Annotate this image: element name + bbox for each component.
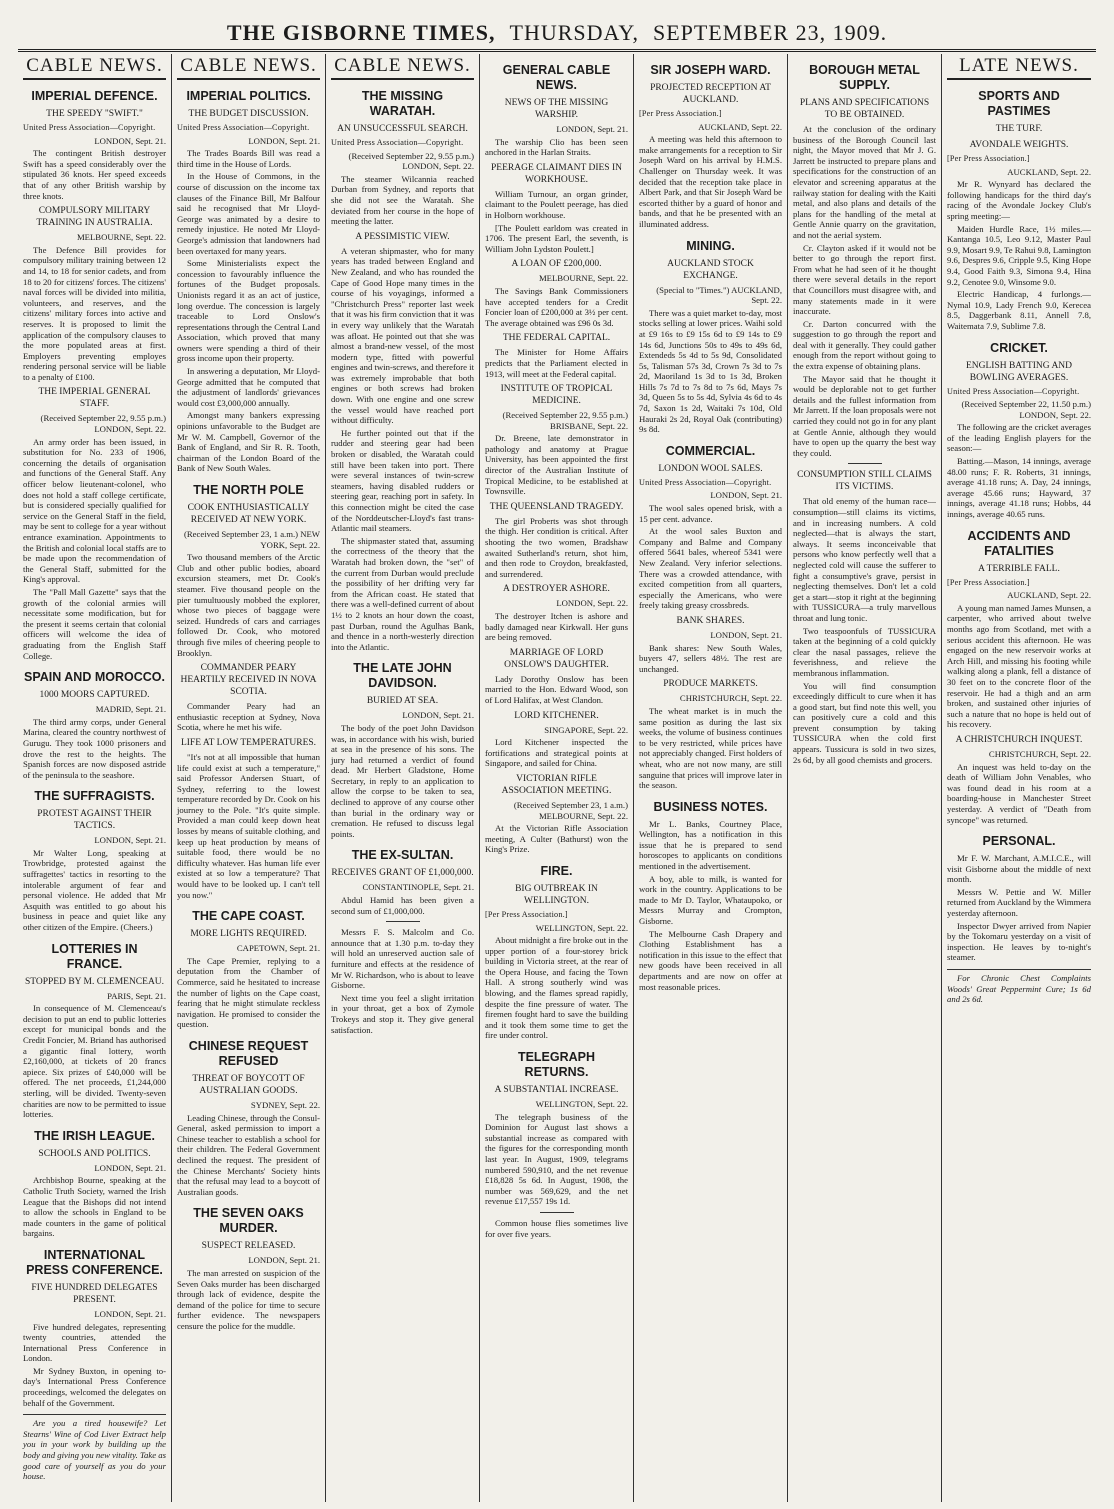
article-paragraph: He further pointed out that if the rudder and steering gear had been broken or disabled, the Waratah could still have been taken into port. There were several instances of twin-screw steamers, having disabled rudders or steering gear, reaching port in safety. In this connection might be cited the case of the Norddeutscher-Lloyd's fast trans-Atlantic mail steamers.	[331, 427, 474, 534]
article-subhead: SCHOOLS AND POLITICS.	[38, 1148, 151, 1159]
article-subhead: RECEIVES GRANT OF £1,000,000.	[331, 868, 474, 879]
article-paragraph: Batting.—Mason, 14 innings, average 48.00 runs; F. R. Roberts, 31 innings, average 41.18 runs; A. Day, 24 innings, average 45.66 runs; Hayward, 37 innings, average 41.18 runs; Hobbs, 44 innings, average 40.65 runs.	[947, 456, 1091, 520]
article-title: COMMERCIAL.	[665, 443, 756, 458]
column-6	[788, 54, 942, 1502]
dateline: AUCKLAND, Sept. 22.	[1007, 590, 1091, 601]
article-subhead: MORE LIGHTS REQUIRED.	[190, 929, 307, 940]
article-paragraph: At the wool sales Buxton and Company and Balme and Company offered 5641 bales, whereof 5341 were New Zealand. Very inferior selections. There was a crowded attendance, with excited competition from all quarters, especially the Americans, who were freely taking greasy crossbreds.	[639, 526, 782, 611]
article-title: THE MISSING WARATAH.	[361, 89, 444, 118]
article-title: BUSINESS NOTES.	[653, 799, 768, 814]
article-paragraph: A boy, able to milk, is wanted for work in the country. Applications to be made to Mr D. Taylor, Whataupoko, or Messrs Murray and Crompton, Gisborne.	[639, 873, 782, 927]
article-subhead: FIVE HUNDRED DELEGATES PRESENT.	[31, 1282, 158, 1305]
article-subhead: CONSUMPTION STILL CLAIMS ITS VICTIMS.	[797, 470, 932, 493]
article-subhead: A SUBSTANTIAL INCREASE.	[494, 1085, 619, 1096]
column-1	[18, 54, 172, 1502]
dateline: LONDON, Sept. 21.	[248, 1255, 320, 1266]
wire-source: [Per Press Association.]	[485, 909, 568, 919]
dateline: (Special to "Times.") AUCKLAND, Sept. 22.	[656, 284, 782, 306]
dateline: CAPETOWN, Sept. 21.	[236, 943, 320, 954]
dateline: LONDON, Sept. 21.	[248, 135, 320, 146]
dateline: LONDON, Sept. 22.	[556, 598, 628, 609]
article-paragraph: William Turnour, an organ grinder, claimant to the Poulett peerage, has died in Holborn workhouse.	[485, 188, 628, 220]
article-title: BOROUGH METAL SUPPLY.	[809, 63, 920, 92]
article-subhead: A TERRIBLE FALL.	[978, 563, 1060, 574]
article-paragraph: In the House of Commons, in the course of discussion on the income tax clauses of the Finance Bill, Mr Balfour said he recognised that Mr Lloyd-George was animated by a desire to remedy injustice. He noted Mr Lloyd-George's admission that landowners had been overtaxed for many years.	[177, 171, 320, 256]
article-paragraph: Mr Sydney Buxton, in opening to-day's International Press Conference proceedings, welcomed the delegates on behalf of the Government.	[23, 1365, 166, 1408]
divider	[848, 463, 882, 464]
article-paragraph: Cr. Clayton asked if it would not be better to go through the report first. From what he had seen of it he thought there were several details in the report that Councillors must disagree with, and many statements made in it were inaccurate.	[793, 242, 936, 317]
article-paragraph: The telegraph business of the Dominion for August last shows a substantial increase as compared with the figures for the corresponding month last year. In August, 1909, telegrams numbered 590,910, and the net revenue £18,828 5s 6d. In August, 1908, the number was 569,629, and the net revenue £17,557 19s 1d.	[485, 1111, 628, 1207]
article-paragraph: Amongst many bankers expressing opinions unfavorable to the Budget are Mr W. M. Campbell, Governor of the Bank of England, and Sir R. R. Tooth, chairman of the London Board of the Bank of New South Wales.	[177, 410, 320, 474]
article-subhead: COMPULSORY MILITARY TRAINING IN AUSTRALIA.	[36, 206, 153, 229]
article-subhead: SUSPECT RELEASED.	[201, 1241, 296, 1252]
article-title: GENERAL CABLE NEWS.	[502, 63, 611, 92]
article-title: SPORTS AND PASTIMES	[978, 89, 1060, 118]
article-subhead: BANK SHARES.	[676, 615, 745, 626]
paper-name: THE GISBORNE TIMES,	[226, 20, 496, 45]
article-paragraph: The destroyer Itchen is ashore and badly damaged near Kirkwall. Her guns are being removed.	[485, 611, 628, 643]
page-columns	[18, 54, 1096, 1502]
article-paragraph: The Defence Bill provides for compulsory military training between 12 and 14, to 18 for senior cadets, and from 18 to 20 for citizens' forces. The citizens' naval forces will be divided into militia, volunteers, and reserves, and the citizens' military forces into active and reserves. It is proposed to limit the application of the compulsory clauses to the more populated areas at first. Employers preventing employes rendering personal service will be liable to a penalty of £100.	[23, 244, 166, 382]
article-paragraph: You will find consumption exceedingly difficult to cure when it has a good start, but find note this well, you can positively cure a cold and this prevent consumption by taking TUSSICURA when the cold first appears. Tussicura is sold in two sizes, 2s 6d, by all good chemists and grocers.	[793, 680, 936, 765]
article-subhead: A CHRISTCHURCH INQUEST.	[955, 734, 1083, 745]
masthead	[18, 6, 1096, 52]
article-subhead: THE FEDERAL CAPITAL.	[502, 333, 611, 344]
article-title: THE NORTH POLE	[193, 483, 304, 497]
article-subhead: INSTITUTE OF TROPICAL MEDICINE.	[500, 384, 613, 407]
article-paragraph: Messrs W. Pettie and W. Miller returned from Auckland by the Wimmera yesterday afternoon.	[947, 886, 1091, 919]
dateline: (Received September 22, 11.50 p.m.) LONDON, Sept. 22.	[961, 399, 1091, 420]
article-paragraph: Maiden Hurdle Race, 1½ miles.—Kantanga 10.5, Leo 9.12, Master Paul 9.9, Mosart 9.9, Te Rahui 9.8, Lamington 9.6, Despres 9.6, Cripple 9.5, King Hope 9.4, Good Faith 9.3, Simona 9.4, Hina 9.2, Cenotee 9.0, Winsome 9.0.	[947, 223, 1092, 287]
article-title: TELEGRAPH RETURNS.	[517, 1050, 596, 1080]
dateline: LONDON, Sept. 21.	[94, 135, 166, 146]
dateline: LONDON, Sept. 21.	[402, 710, 474, 721]
article-paragraph: The steamer Wilcannia reached Durban from Sydney, and reports that she did not see the Waratah. She deviated from her course in the hope of meeting the latter.	[331, 173, 474, 227]
article-subhead: LONDON WOOL SALES.	[658, 463, 763, 474]
column-7	[942, 54, 1096, 1502]
dateline: LONDON, Sept. 21.	[710, 629, 782, 640]
article-paragraph: Electric Handicap, 4 furlongs.—Nymal 10.9, Lady French 9.0, Kerecea 8.5, Daggerbank 8.11, Annell 7.8, Waitemata 7.9, Sublime 7.8.	[947, 289, 1091, 331]
dateline: WELLINGTON, Sept. 22.	[535, 1099, 628, 1110]
article-title: THE LATE JOHN DAVIDSON.	[353, 661, 452, 691]
column-heading: CABLE NEWS.	[23, 54, 166, 80]
article-paragraph: An inquest was held to-day on the death of William John Venables, who was found dead in his room at a boarding-house in Manchester Street yesterday. A verdict of "Death from syncope" was returned.	[947, 761, 1091, 825]
article-paragraph: Two thousand members of the Arctic Club and other public bodies, aboard excursion steamers, met Dr. Cook's steamer. Five thousand people on the pier tumultuously mobbed the explorer, whose two pieces of baggage were seized. Hundreds of cars and carriages followed Dr. Cook, who motored through five miles of cheering people to Brooklyn.	[177, 552, 320, 658]
article-paragraph: The third army corps, under General Marina, cleared the country northwest of Gurugu. They took 1000 prisoners and drove the rest to the heights. The Spanish forces are now disposed astride of the peninsula to the seashore.	[23, 716, 166, 780]
column-4	[480, 54, 634, 1502]
article-paragraph: The Trades Boards Bill was read a third time in the House of Lords.	[177, 148, 320, 169]
article-subhead: AN UNSUCCESSFUL SEARCH.	[337, 124, 468, 134]
dateline: SYDNEY, Sept. 22.	[250, 1099, 320, 1110]
article-title: THE IRISH LEAGUE.	[34, 1128, 155, 1143]
article-subhead: COMMANDER PEARY HEARTILY RECEIVED IN NOVA SCOTIA.	[180, 663, 317, 698]
divider	[386, 921, 420, 922]
dateline: (Received September 22, 9.55 p.m.) BRISBANE, Sept. 22.	[502, 410, 628, 431]
dateline: PARIS, Sept. 21.	[107, 990, 166, 1001]
dateline: (Received September 22, 9.55 p.m.) LONDON, Sept. 22.	[348, 150, 474, 172]
article-paragraph: A veteran shipmaster, who for many years has traded between England and New Zealand, and who has rounded the Cape of Good Hope many times in the course of his voyagings, informed a "Christchurch Press" reporter last week that it was his firm conviction that it was in every way unlikely that the Waratah was afloat. He pointed out that she was almost a brand-new vessel, of the most modern type, fitted with powerful engines and twin-screws, and therefore it was extremely improbable that both engines or both screws had broken down. With one engine and one screw the vessel would have reached port without difficulty.	[331, 245, 474, 426]
article-title: MINING.	[686, 238, 735, 253]
article-paragraph: The shipmaster stated that, assuming the correctness of the theory that the Waratah had broken down, the "set" of the current from Durban would preclude the possibility of her drifting very far from the African coast. He stated that there was a well-defined current of about 1½ to 2 knots an hour down the coast, past Durban, round the Agulhas Bank, and thence in a north-westerly direction into the Atlantic.	[331, 535, 474, 652]
article-paragraph: Next time you feel a slight irritation in your throat, get a box of Zymole Trokeys and stop it. They give general satisfaction.	[331, 992, 474, 1035]
article-paragraph: Commander Peary had an enthusiastic reception at Sydney, Nova Scotia, where he met his wife.	[177, 701, 320, 733]
article-title: INTERNATIONAL PRESS CONFERENCE.	[26, 1247, 163, 1277]
article-title: IMPERIAL POLITICS.	[186, 89, 311, 103]
article-subhead: PLANS AND SPECIFICATIONS TO BE OBTAINED.	[799, 98, 930, 120]
article-paragraph: The Cape Premier, replying to a deputation from the Chamber of Commerce, said he hesitated to increase the number of lights on the Cape coast, fearing that he might stimulate reckless navigation. He promised to consider the question.	[177, 955, 320, 1030]
article-subhead: BURIED AT SEA.	[366, 696, 439, 707]
article-subhead: PROTEST AGAINST THEIR TACTICS.	[37, 809, 152, 832]
dateline: CHRISTCHURCH, Sept. 22.	[988, 748, 1091, 759]
wire-source: [Per Press Association.]	[639, 109, 722, 118]
article-paragraph: Mr Walter Long, speaking at Trowbridge, protested against the suffragettes' tactics in resorting to the intolerable argument of fear and personal violence. He added that Mr Asquith was entitled to go about his business in peace and quiet like any other citizen of the Empire. (Cheers.)	[23, 847, 166, 933]
column-5	[634, 54, 788, 1502]
article-title: THE SEVEN OAKS MURDER.	[193, 1206, 304, 1236]
article-paragraph: About midnight a fire broke out in the upper portion of a four-storey brick building in Victoria street, at the rear of the Opera House, and facing the Town Hall. A strong southerly wind was blowing, and the flames spread rapidly, despite the fine pressure of water. The firemen fought hard to save the building and it took them some time to get the fire under control.	[485, 935, 628, 1041]
article-paragraph: Cr. Darton concurred with the suggestion to go through the report and deal with it generally. They could gather enough from the report without going to the extra expense of obtaining plans.	[793, 318, 936, 372]
article-paragraph: Lady Dorothy Onslow has been married to the Hon. Edward Wood, son of Lord Halifax, at West Clandon.	[485, 673, 628, 705]
article-subhead: LIFE AT LOW TEMPERATURES.	[180, 737, 317, 748]
issue-day: THURSDAY,	[509, 20, 639, 45]
article-paragraph: A meeting was held this afternoon to make arrangements for a reception to Sir Joseph Ward on his arrival by H.M.S. Challenger on Thursday week. It was decided that the reception take place in Albert Park, and that Sir Joseph Ward be escorted thither by a guard of honor and bands, and that he be presented with an illuminated address.	[639, 134, 782, 229]
dateline: LONDON, Sept. 21.	[94, 1308, 166, 1319]
article-title: LOTTERIES IN FRANCE.	[51, 941, 138, 971]
advertisement: Are you a tired housewife? Let Stearns' Wine of Cod Liver Extract help you in your work by building up the body and giving you new vitality. Take as good care of yourself as you do your house.	[23, 1414, 166, 1482]
article-subhead: MARRIAGE OF LORD ONSLOW'S DAUGHTER.	[504, 647, 609, 670]
article-paragraph: The Minister for Home Affairs predicts that the Parliament elected in 1913, will meet at the Federal capital.	[485, 347, 628, 379]
article-title: CHINESE REQUEST REFUSED	[188, 1038, 309, 1068]
article-paragraph: In answering a deputation, Mr Lloyd-George admitted that he computed that the adjustment of landlords' grievances would cost £3,000,000 annually.	[177, 366, 320, 408]
article-paragraph: There was a quiet market to-day, most stocks selling at lower prices. Waihi sold at £9 16s to £9 15s 6d to £9 14s to £9 14s 6d, Junctions 50s to 49s to 49s 6d, Extendeds 5s 4d to 5s 9d, Consolidated 5s, Talisman 57s 3d, Crown 7s 3d to 7s 2d, Maoriland 1s 3d to 1s 3d, Broken Hills 7s 7d to 7s 8d to 7s 6d, Mays 7s 3d, Queen 5s to 5s 4d, Sylvia 4s 6d to 4s 7d, Saxon 1s 2d, Waitaki 7s 10d, Old Hauraki 2s 2d, Royal Oak (contributing) 9s 8d.	[639, 307, 782, 435]
article-title: SPAIN AND MOROCCO.	[24, 670, 165, 685]
column-3	[326, 54, 480, 1502]
wire-source: United Press Association—Copyright.	[177, 123, 310, 132]
wire-source: United Press Association—Copyright.	[331, 138, 464, 147]
dateline: LONDON, Sept. 21.	[710, 490, 782, 501]
dateline: CHRISTCHURCH, Sept. 22.	[679, 693, 782, 704]
article-subhead: PROJECTED RECEPTION AT AUCKLAND.	[650, 83, 771, 105]
article-subhead: A PESSIMISTIC VIEW.	[355, 231, 450, 242]
article-title: FIRE.	[540, 863, 573, 878]
dateline: (Received September 22, 9.55 p.m.) LONDON, Sept. 22.	[40, 413, 166, 435]
article-paragraph: Bank shares: New South Wales, buyers 47, sellers 48½. The rest are unchanged.	[639, 642, 782, 674]
article-subhead: THREAT OF BOYCOTT OF AUSTRALIAN GOODS.	[192, 1073, 305, 1096]
article-subhead: 1000 MOORS CAPTURED.	[39, 690, 150, 701]
article-paragraph: Five hundred delegates, representing twenty countries, attended the International Press Conference in London.	[23, 1321, 166, 1364]
article-paragraph: Inspector Dwyer arrived from Napier by the Tokomaru yesterday on a visit of inspection. He leaves by to-night's steamer.	[947, 920, 1091, 963]
article-paragraph: At the Victorian Rifle Association meeting, A Culter (Bathurst) won the King's Prize.	[485, 823, 628, 855]
article-subhead: A LOAN OF £200,000.	[511, 259, 602, 270]
article-subhead: ENGLISH BATTING AND BOWLING AVERAGES.	[965, 360, 1073, 383]
dateline: (Received September 23, 1 a.m.) MELBOURNE, Sept. 22.	[513, 799, 628, 821]
article-paragraph: Mr R. Wynyard has declared the following handicaps for the third day's racing of the Avondale Jockey Club's spring meeting:—	[947, 179, 1091, 221]
wire-source: United Press Association—Copyright.	[947, 386, 1080, 396]
article-paragraph: The Melbourne Cash Drapery and Clothing Establishment has a notification in this issue to the effect that new goods have been received in all departments and are now on offer at most reasonable prices.	[639, 928, 782, 992]
article-subhead: PEERAGE CLAIMANT DIES IN WORKHOUSE.	[491, 162, 622, 185]
article-paragraph: Leading Chinese, through the Consul-General, asked permission to import a Chinese teacher to establish a school for their children. The Federal Government declined the request. The president of the Chinese Merchants' Society hints that the refusal may lead to a boycott of Australian goods.	[177, 1112, 320, 1197]
column-2	[172, 54, 326, 1502]
article-paragraph: Common house flies sometimes live for over five years.	[485, 1217, 628, 1239]
dateline: LONDON, Sept. 21.	[94, 835, 166, 846]
article-title: THE CAPE COAST.	[192, 909, 305, 924]
article-paragraph: Mr F. W. Marchant, A.M.I.C.E., will visit Gisborne about the middle of next month.	[947, 853, 1091, 885]
article-title: IMPERIAL DEFENCE.	[31, 89, 158, 103]
article-title: CRICKET.	[990, 340, 1048, 355]
article-paragraph: The man arrested on suspicion of the Seven Oaks murder has been discharged through lack of evidence, despite the demand of the police for time to secure further evidence. The newspapers censure the police for the muddle.	[177, 1267, 320, 1331]
article-paragraph: The Savings Bank Commissioners have accepted tenders for a Credit Foncier loan of £200,000 at 3½ per cent. The average obtained was £96 0s 3d.	[485, 285, 628, 328]
article-paragraph: The girl Proberts was shot through the thigh. Her condition is critical. After shooting the two women, Bradshaw awaited Sutherland's return, shot him, and then rode to Croydon, breakfasted, and surrendered.	[485, 515, 628, 579]
article-paragraph: The Mayor said that he thought it would be deplorable not to get further details and the fullest information from Mr Jarrett. If the loan proposals were not carried they could not go in for any plant at Gentle Annie, although they would have to open up the quarry the best way they could.	[793, 373, 936, 458]
article-paragraph: Two teaspoonfuls of TUSSICURA taken at the beginning of a cold quickly clear the nasal passages, relieve the feverishness, and relieve the membranous inflammation.	[793, 625, 936, 678]
article-paragraph: At the conclusion of the ordinary business of the Borough Council last night, the Mayor moved that Mr J. G. Jarrett be instructed to prepare plans and specifications for the construction of an elevator and screening apparatus at the railway station for dealing with the Kaiti metal, and also plans and details of the plans for the handling of the metal at Gentle Annie quarry on the gravitation, and not the aerial system.	[793, 124, 936, 240]
dateline: AUCKLAND, Sept. 22.	[698, 121, 782, 132]
article-paragraph: The contingent British destroyer Swift has a speed considerably over the stipulated 36 knots. Her speed exceeds that of any other British warship by three knots.	[23, 148, 166, 201]
article-title: PERSONAL.	[982, 834, 1056, 849]
article-subhead: AUCKLAND STOCK EXCHANGE.	[667, 258, 754, 281]
article-paragraph: Dr. Breene, late demonstrator in pathology and anatomy at Prague University, has been appointed the first director of the Australian Institute of Tropical Medicine, to be established at Townsville.	[485, 433, 628, 497]
article-paragraph: Abdul Hamid has been given a second sum of £1,000,000.	[331, 895, 474, 916]
article-paragraph: Mr L. Banks, Courtney Place, Wellington, has a notification in this issue that he is prepared to send horoscopes to applicants on conditions mentioned in the advertisement.	[639, 818, 782, 872]
article-paragraph: In consequence of M. Clemenceau's decision to put an end to public lotteries except for municipal bonds and the Credit Foncier, M. Briand has authorised a gigantic final lottery, worth £2,160,000, at tickets of 20 francs apiece. Six prizes of £40,000 will be offered. The net proceeds, £1,244,000 sterling, will be divided. Twenty-seven charities are now to be permitted to issue lotteries.	[23, 1003, 166, 1120]
wire-source: United Press Association—Copyright.	[639, 477, 772, 487]
article-paragraph: Messrs F. S. Malcolm and Co. announce that at 1.30 p.m. to-day they will hold an unreserved auction sale of furniture and effects at the residence of Mr W. Richardson, who is about to leave Gisborne.	[331, 927, 474, 991]
dateline: AUCKLAND, Sept. 22.	[1007, 166, 1091, 177]
article-title: SIR JOSEPH WARD.	[650, 63, 771, 77]
dateline: WELLINGTON, Sept. 22.	[535, 922, 628, 933]
advertisement: For Chronic Chest Complaints Woods' Great Peppermint Cure; 1s 6d and 2s 6d.	[947, 969, 1091, 1005]
article-subhead: THE QUEENSLAND TRAGEDY.	[489, 501, 624, 512]
dateline: LONDON, Sept. 21.	[94, 1162, 166, 1173]
dateline: CONSTANTINOPLE, Sept. 21.	[362, 882, 474, 893]
dateline: LONDON, Sept. 21.	[556, 124, 628, 134]
article-paragraph: The "Pall Mall Gazette" says that the growth of the colonial armies will necessitate some modification, but for the present it seems certain that colonial officers will welcome the idea of graduating from the English Staff College.	[23, 586, 166, 661]
article-paragraph: The warship Clio has been seen anchored in the Harlan Straits.	[485, 136, 628, 158]
article-title: THE EX-SULTAN.	[351, 848, 454, 863]
article-subhead: A DESTROYER ASHORE.	[503, 584, 610, 595]
article-paragraph: That old enemy of the human race—consumption—still claims its victims, and in increasing numbers. A cold neglected—that is always the start, always. It seems inconceivable that persons who know perfectly well that a neglected cold will cause the sufferer to fight a consumptive's grave, persist in neglecting themselves. Don't let a cold get a start—stop it right at the beginning with TUSSICURA—a truly marvellous throat and lung tonic.	[793, 496, 936, 623]
article-paragraph: An army order has been issued, in substitution for No. 233 of 1906, concerning the details of organisation and functions of the General Staff. Any officer below lieutenant-colonel, who does not hold a staff college certificate, but is considered specially qualified for service on the General Staff in the field, may be sent to college for a year without entrance examination. Appointments to the British and colonial local staffs are to be made upon the recommendation of the General Staff, submitted for the King's approval.	[23, 436, 166, 585]
article-paragraph: The wheat market is in much the same position as during the last six weeks, the volume of business continues to be very restricted, while prices have not appreciably changed. First holders of wheat, who are not now many, are still sanguine that prices will improve later in the season.	[639, 705, 782, 791]
column-heading: LATE NEWS.	[947, 54, 1091, 80]
issue-date: SEPTEMBER 23, 1909.	[652, 20, 888, 45]
article-subhead: STOPPED BY M. CLEMENCEAU.	[24, 976, 165, 987]
article-subhead: VICTORIAN RIFLE ASSOCIATION MEETING.	[501, 773, 612, 796]
article-paragraph: The body of the poet John Davidson was, in accordance with his wish, buried at sea in the presence of his sons. The jury had returned a verdict of found dead. Mr Herbert Gladstone, Home Secretary, in reply to an application to allow the corpse to be taken to sea, declined to approve of any course other than burial in the ordinary way or cremation. He refused to discuss legal points.	[331, 722, 474, 839]
column-heading: CABLE NEWS.	[177, 54, 320, 80]
article-subhead: PRODUCE MARKETS.	[663, 679, 758, 690]
column-heading: CABLE NEWS.	[331, 54, 474, 80]
article-paragraph: [The Poulett earldom was created in 1706. The present Earl, the seventh, is William John Lydston Poulett.]	[485, 222, 628, 254]
article-title: THE SUFFRAGISTS.	[34, 789, 155, 804]
article-paragraph: Some Ministerialists expect the concession to favourably influence the fortunes of the Budget proposals. Unionists regard it as an act of justice, long overdue. The concession is largely traceable to Lord Onslow's representations through the Central Land Association, which proved that many owners were spending a third of their gross income upon their property.	[177, 258, 320, 364]
wire-source: United Press Association—Copyright.	[23, 123, 156, 132]
dateline: MELBOURNE, Sept. 22.	[76, 232, 166, 243]
article-subhead: THE TURF.	[995, 124, 1043, 134]
article-subhead: NEWS OF THE MISSING WARSHIP.	[504, 98, 609, 120]
article-subhead: LORD KITCHENER.	[514, 710, 599, 721]
article-subhead: THE BUDGET DISCUSSION.	[188, 109, 309, 119]
dateline: MELBOURNE, Sept. 22.	[538, 273, 628, 284]
dateline: SINGAPORE, Sept. 22.	[544, 724, 628, 735]
article-subhead: THE IMPERIAL GENERAL STAFF.	[38, 387, 151, 410]
dateline: (Received September 23, 1 a.m.) NEW YORK, Sept. 22.	[183, 529, 320, 550]
article-paragraph: A young man named James Munsen, a carpenter, who arrived about twelve months ago from Scotland, met with a serious accident this afternoon. He was engaged on the new reservoir works at Arch Hill, and missing his footing while walking along a plank, fell a distance of 30 feet on to the concrete floor of the reservoir. He had a thigh and an arm broken, and sustained other injuries of such a nature that no hope is held out of his recovery.	[947, 602, 1091, 730]
article-paragraph: Archbishop Bourne, speaking at the Catholic Truth Society, warned the Irish League that the Bishops did not intend to allow the schools in England to be made counters in the game of political bargains.	[23, 1175, 166, 1239]
article-paragraph: Lord Kitchener inspected the fortifications and strategical points at Singapore, and sailed for China.	[485, 737, 628, 769]
dateline: MADRID, Sept. 21.	[95, 704, 166, 715]
article-paragraph: The following are the cricket averages of the leading English players for the season:—	[947, 422, 1091, 454]
article-subhead: THE SPEEDY "SWIFT."	[46, 109, 143, 119]
article-title: ACCIDENTS AND FATALITIES	[967, 528, 1071, 558]
article-subhead: COOK ENTHUSIASTICALLY RECEIVED AT NEW YORK.	[187, 503, 310, 525]
article-paragraph: The wool sales opened brisk, with a 15 per cent. advance.	[639, 503, 782, 524]
wire-source: [Per Press Association.]	[947, 577, 1030, 587]
article-subhead: BIG OUTBREAK IN WELLINGTON.	[515, 883, 598, 906]
divider	[540, 1212, 574, 1213]
article-subhead: AVONDALE WEIGHTS.	[969, 140, 1069, 150]
wire-source: [Per Press Association.]	[947, 154, 1030, 163]
article-paragraph: "It's not at all impossible that human life could exist at such a temperature," said Professor Andersen Stuart, of Sydney, referring to the lowest temperature recorded by Dr. Cook on his journey to the Pole. "It's quite simple. Provided a man could keep down heat losses by means of suitable clothing, and keep up heat production by means of suitable food, there would be no difficulty whatever. Has human life ever existed at so low a temperature? That would have to be looked up. I can't tell you now."	[177, 751, 320, 900]
